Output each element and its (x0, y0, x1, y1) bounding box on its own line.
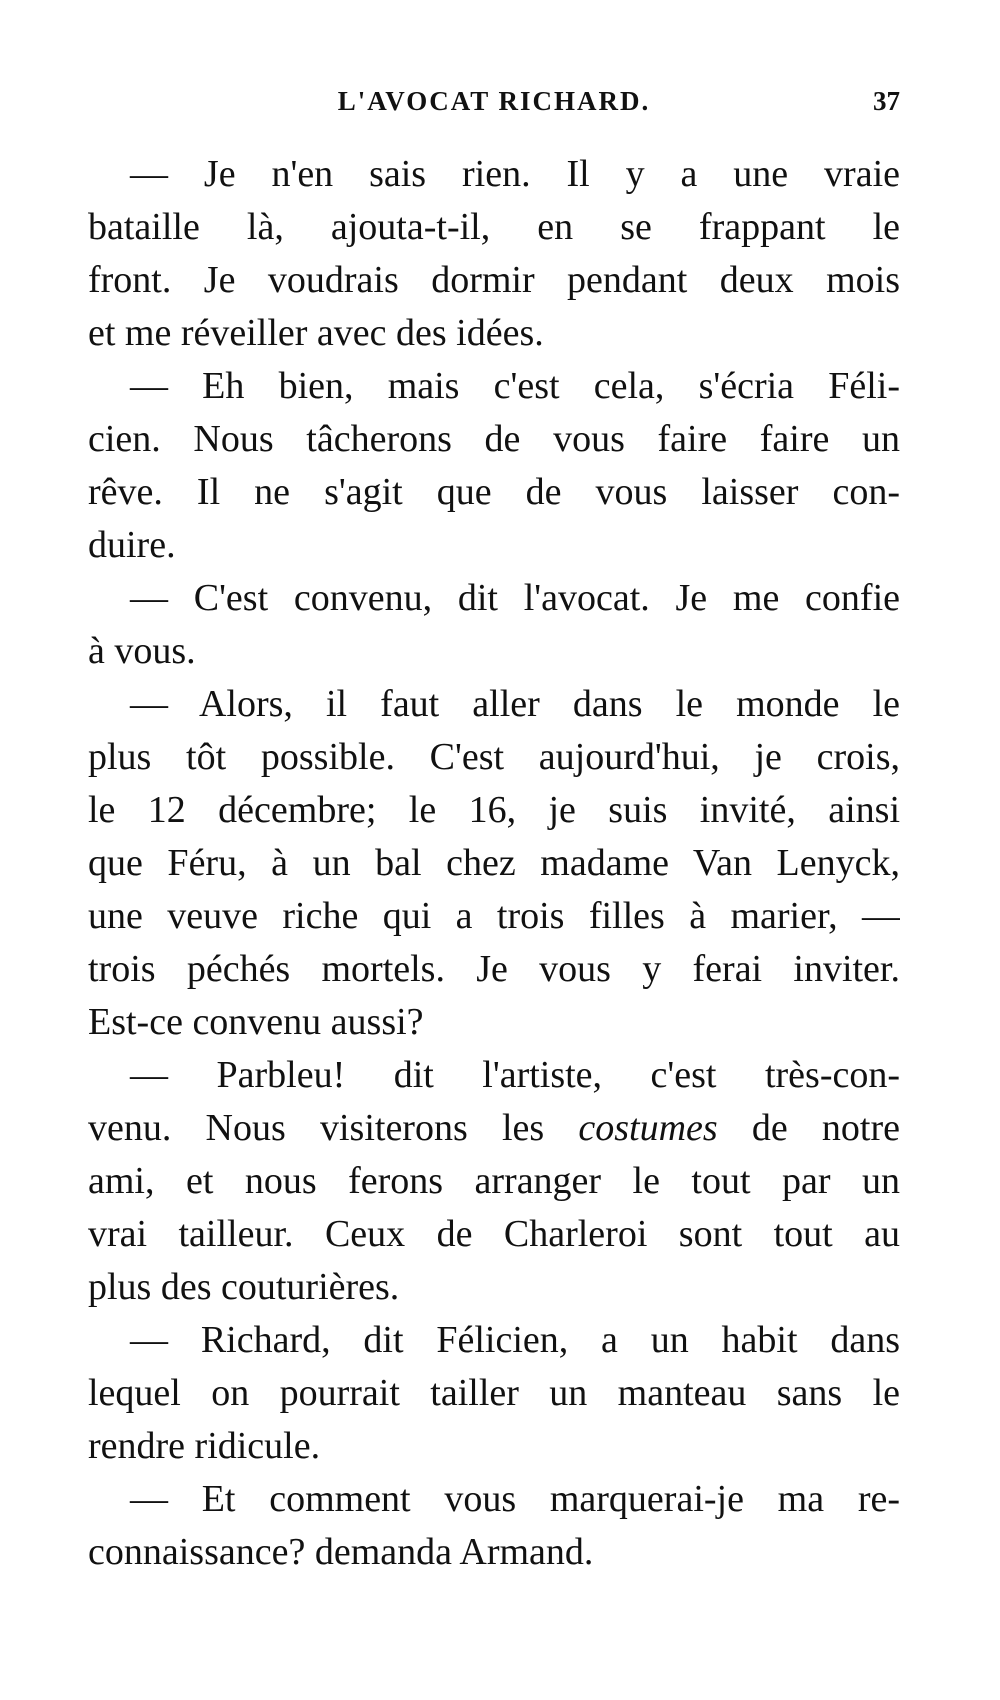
text-line: connaissance? demanda Armand. (88, 1531, 594, 1573)
text-line: plus tôt possible. C'est aujourd'hui, je crois, (88, 736, 900, 778)
italic-word: costumes (578, 1107, 718, 1149)
page-number: 37 (873, 86, 900, 116)
text-line: — C'est convenu, dit l'avocat. Je me confie (130, 577, 900, 619)
paragraph (88, 678, 900, 1049)
paragraph (88, 1314, 900, 1473)
running-title: L'AVOCAT RICHARD. (337, 86, 651, 116)
running-head (88, 86, 900, 126)
text-line: rendre ridicule. (88, 1425, 321, 1467)
text-line: venu. Nous visiterons les costumes de notre (88, 1107, 900, 1149)
text-line: que Féru, à un bal chez madame Van Lenyck, (88, 842, 900, 884)
text-line: vrai tailleur. Ceux de Charleroi sont tout au (88, 1213, 900, 1255)
text-line: — Je n'en sais rien. Il y a une vraie (130, 153, 900, 195)
body-text (88, 148, 900, 1579)
text-line: — Eh bien, mais c'est cela, s'écria Féli- (130, 365, 900, 407)
text-line: duire. (88, 524, 176, 566)
text-line: front. Je voudrais dormir pendant deux mois (88, 259, 900, 301)
paragraph (88, 1473, 900, 1579)
text-line: une veuve riche qui a trois filles à marier, — (88, 895, 900, 937)
text-line: — Richard, dit Félicien, a un habit dans (130, 1319, 900, 1361)
text-line: cien. Nous tâcherons de vous faire faire un (88, 418, 900, 460)
text-line: — Parbleu! dit l'artiste, c'est très-con- (130, 1054, 900, 1096)
paragraph (88, 1049, 900, 1314)
text-line: — Et comment vous marquerai-je ma re- (130, 1478, 900, 1520)
text-line: — Alors, il faut aller dans le monde le (130, 683, 900, 725)
text-line: et me réveiller avec des idées. (88, 312, 544, 354)
text-line: le 12 décembre; le 16, je suis invité, ainsi (88, 789, 900, 831)
paragraph (88, 572, 900, 678)
text-line: lequel on pourrait tailler un manteau sans le (88, 1372, 900, 1414)
paragraph (88, 148, 900, 360)
text-line: trois péchés mortels. Je vous y ferai inviter. (88, 948, 900, 990)
text-line: à vous. (88, 630, 196, 672)
text-line: Est-ce convenu aussi? (88, 1001, 424, 1043)
text-line: bataille là, ajouta-t-il, en se frappant le (88, 206, 900, 248)
paragraph (88, 360, 900, 572)
text-line: ami, et nous ferons arranger le tout par un (88, 1160, 900, 1202)
text-line: plus des couturières. (88, 1266, 400, 1308)
text-line: rêve. Il ne s'agit que de vous laisser con- (88, 471, 900, 513)
